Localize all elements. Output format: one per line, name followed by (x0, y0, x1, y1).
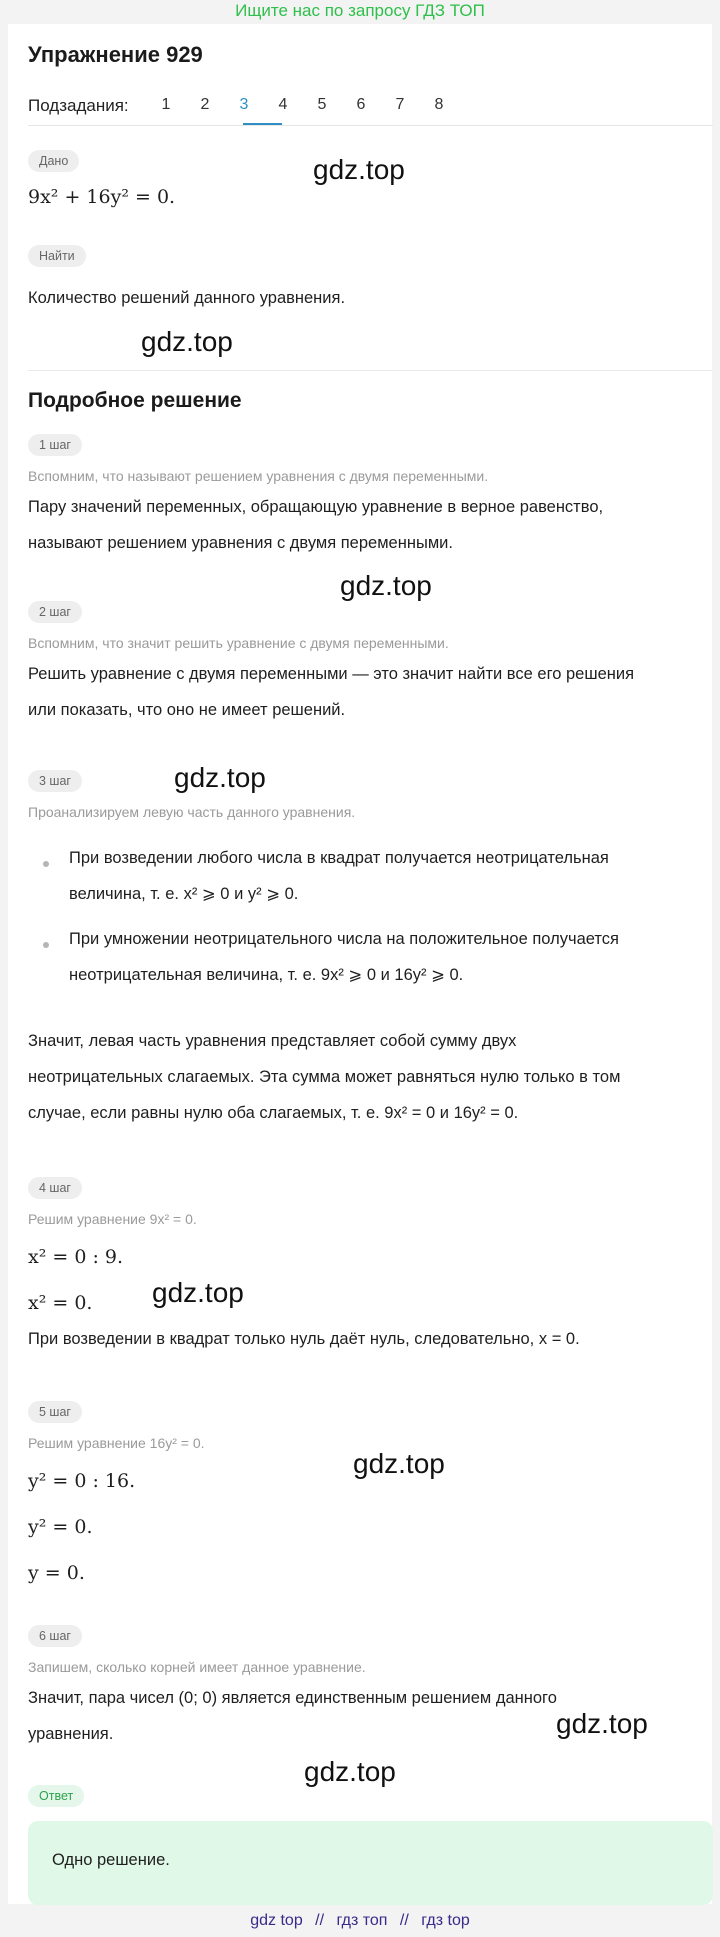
step-3-hint: Проанализируем левую часть данного уравнения. (28, 804, 356, 820)
tab-3[interactable]: 3 (239, 96, 249, 113)
step-3-para-line-2: неотрицательных слагаемых. Эта сумма может равняться нулю только в том (28, 1068, 621, 1086)
footer-link-gdz-top[interactable]: gdz top (250, 1912, 303, 1929)
find-text: Количество решений данного уравнения. (28, 289, 346, 307)
step-4-chip: 4 шаг (28, 1177, 82, 1199)
footer-separator: // (315, 1912, 325, 1929)
step-4-line-1: При возведении в квадрат только нуль даёт нуль, следовательно, x = 0. (28, 1330, 580, 1348)
step-3-chip: 3 шаг (28, 770, 82, 792)
step-1-hint: Вспомним, что называют решением уравнения с двумя переменными. (28, 468, 489, 484)
tab-7[interactable]: 7 (395, 96, 405, 113)
answer-text: Одно решение. (52, 1851, 170, 1869)
step-1-line-2: называют решением уравнения с двумя переменными. (28, 534, 453, 552)
section-divider (28, 370, 713, 371)
footer-links (0, 1912, 720, 1930)
footer-link-gdz-top-mixed[interactable]: гдз top (421, 1912, 470, 1929)
step-4-hint: Решим уравнение 9x² = 0. (28, 1211, 197, 1227)
step-2-line-1: Решить уравнение с двумя переменными — это значит найти все его решения (28, 665, 635, 683)
active-tab-indicator (243, 123, 282, 125)
tab-5[interactable]: 5 (317, 96, 327, 113)
step-6-line-2: уравнения. (28, 1725, 114, 1743)
step-3-bullet-2-line-2: неотрицательная величина, т. е. 9x² ⩾ 0 и 16y² ⩾ 0. (69, 966, 464, 984)
watermark: gdz.top (353, 1448, 445, 1479)
watermark: gdz.top (304, 1756, 396, 1787)
answer-box (28, 1821, 713, 1905)
step-2-line-2: или показать, что оно не имеет решений. (28, 701, 346, 719)
watermark: gdz.top (313, 154, 405, 185)
step-4-math-1: x² = 0 : 9. (28, 1246, 124, 1268)
watermark: gdz.top (152, 1277, 244, 1308)
step-3-bullet-1-line-2: величина, т. е. x² ⩾ 0 и y² ⩾ 0. (69, 885, 299, 903)
tab-6[interactable]: 6 (356, 96, 366, 113)
footer-separator: // (399, 1912, 409, 1929)
step-6-hint: Запишем, сколько корней имеет данное уравнение. (28, 1659, 366, 1675)
step-6-line-1: Значит, пара чисел (0; 0) является единственным решением данного (28, 1689, 557, 1707)
search-banner: Ищите нас по запросу ГДЗ ТОП (235, 1, 485, 20)
solution-title: Подробное решение (28, 389, 242, 412)
footer-link-gdz-top-ru[interactable]: гдз топ (336, 1912, 388, 1929)
step-1-line-1: Пару значений переменных, обращающую уравнение в верное равенство, (28, 498, 604, 516)
exercise-card (8, 24, 712, 1904)
page-title: Упражнение 929 (28, 42, 203, 67)
bullet-dot (43, 942, 49, 948)
tab-4[interactable]: 4 (278, 96, 288, 113)
step-3-bullet-1-line-1: При возведении любого числа в квадрат получается неотрицательная (69, 849, 609, 867)
step-2-hint: Вспомним, что значит решить уравнение с двумя переменными. (28, 635, 449, 651)
step-4-math-2: x² = 0. (28, 1292, 93, 1314)
step-3-para-line-1: Значит, левая часть уравнения представляет собой сумму двух (28, 1032, 517, 1050)
tab-8[interactable]: 8 (434, 96, 444, 113)
find-chip: Найти (28, 245, 86, 267)
step-5-hint: Решим уравнение 16y² = 0. (28, 1435, 205, 1451)
bullet-dot (43, 861, 49, 867)
step-5-math-3: y = 0. (28, 1562, 85, 1584)
given-chip: Дано (28, 150, 79, 172)
step-3-para-line-3: случае, если равны нулю оба слагаемых, т. е. 9x² = 0 и 16y² = 0. (28, 1104, 519, 1122)
watermark: gdz.top (340, 570, 432, 601)
watermark: gdz.top (141, 326, 233, 357)
answer-chip: Ответ (28, 1785, 84, 1807)
step-5-math-2: y² = 0. (28, 1516, 93, 1538)
tabs-divider (28, 125, 713, 126)
tab-1[interactable]: 1 (161, 96, 171, 113)
step-2-chip: 2 шаг (28, 601, 82, 623)
step-5-math-1: y² = 0 : 16. (28, 1470, 136, 1492)
tab-2[interactable]: 2 (200, 96, 210, 113)
watermark: gdz.top (556, 1708, 648, 1739)
given-equation: 9x² + 16y² = 0. (28, 186, 176, 208)
watermark: gdz.top (174, 762, 266, 793)
step-3-bullet-2-line-1: При умножении неотрицательного числа на положительное получается (69, 930, 619, 948)
step-5-chip: 5 шаг (28, 1401, 82, 1423)
step-1-chip: 1 шаг (28, 434, 82, 456)
subtasks-label: Подзадания: (28, 96, 129, 115)
step-6-chip: 6 шаг (28, 1625, 82, 1647)
